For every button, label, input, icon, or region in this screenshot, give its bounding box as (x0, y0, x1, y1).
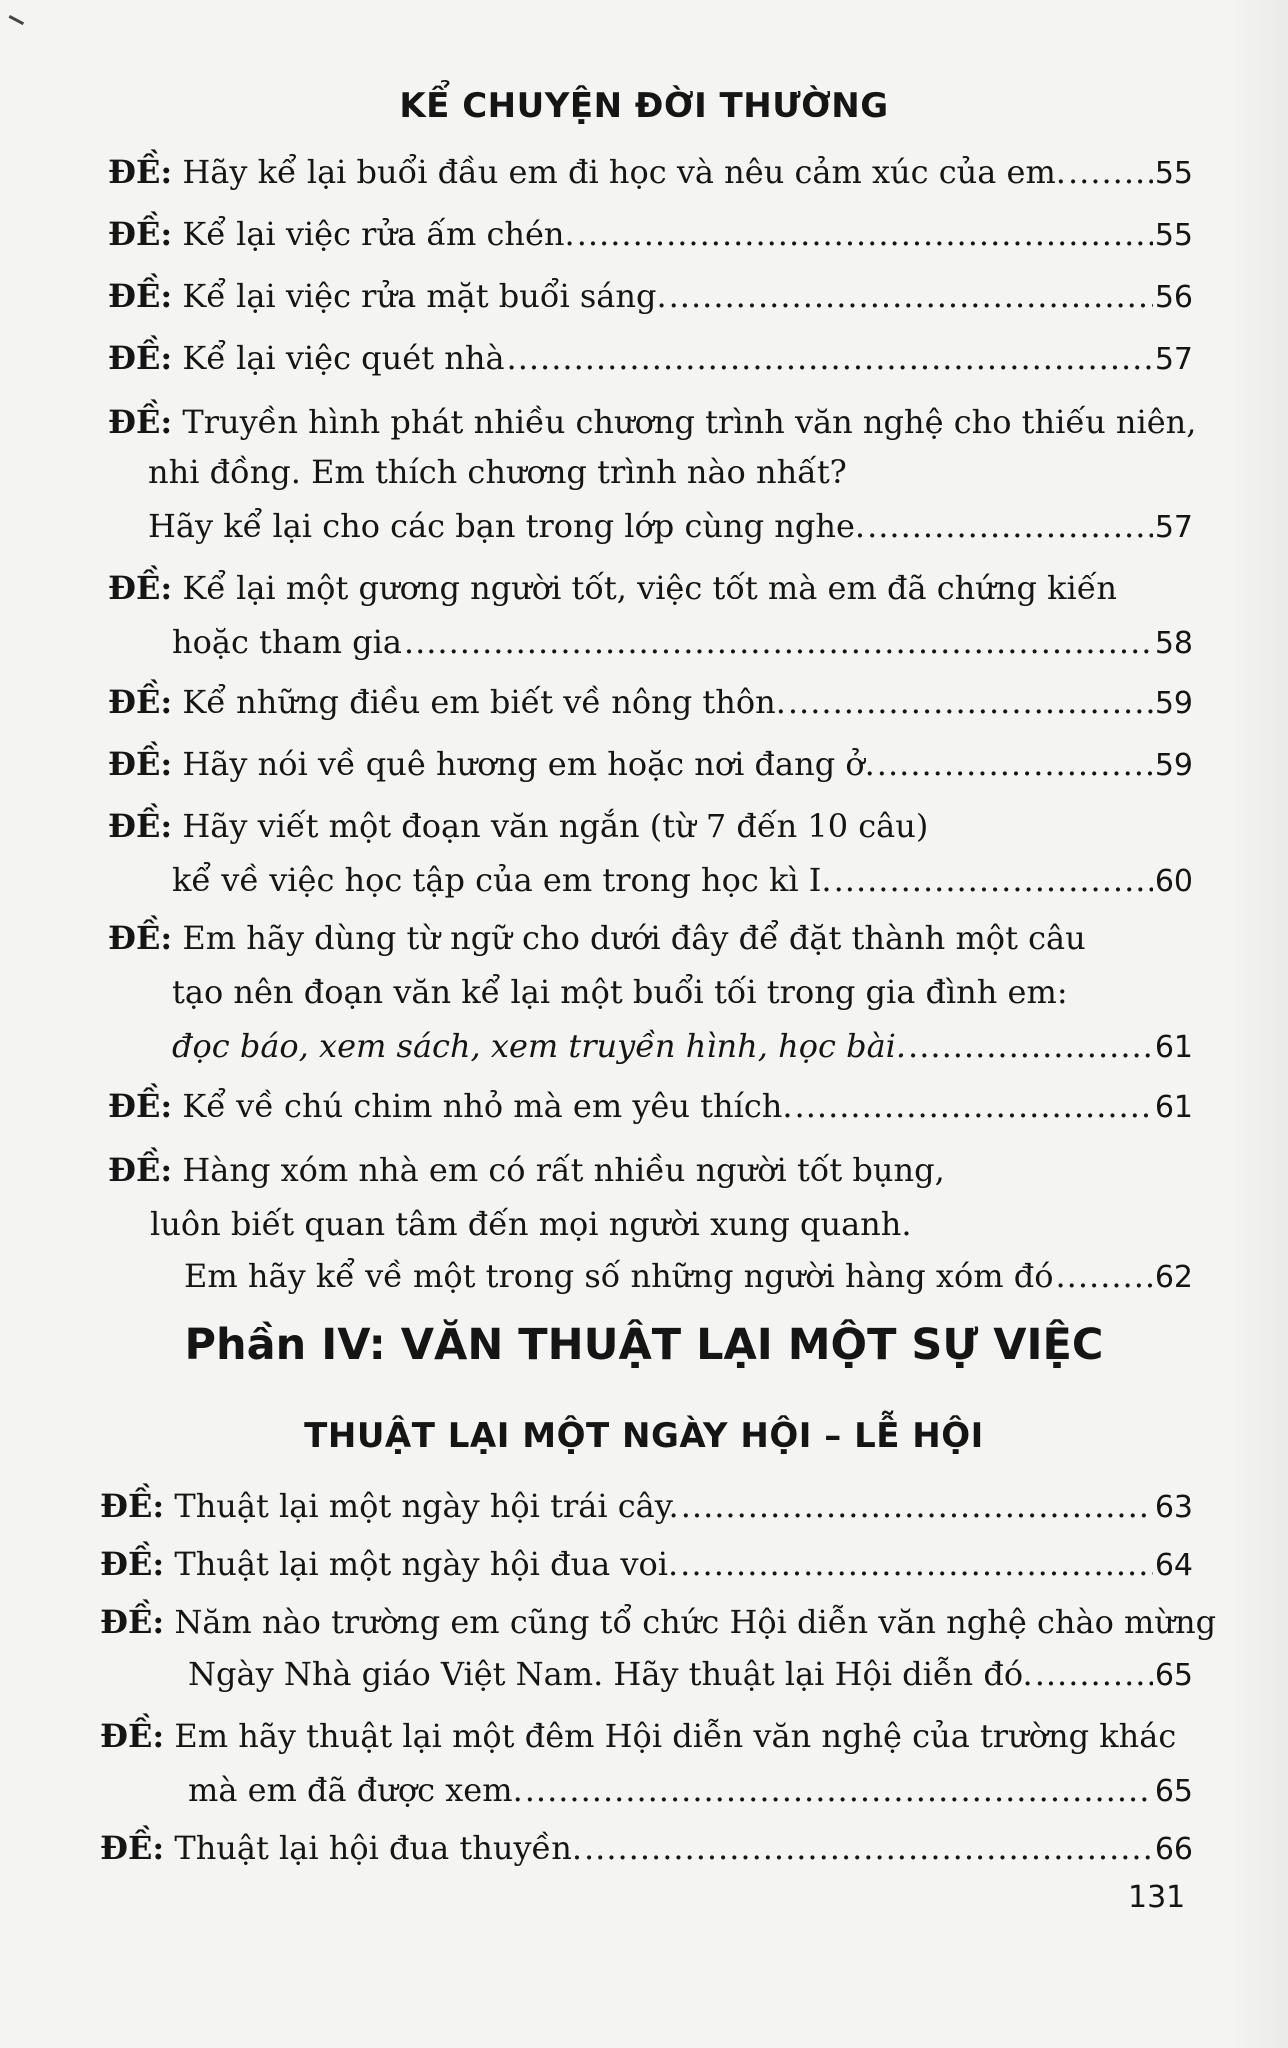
toc-entry-line (108, 744, 1193, 784)
toc-entry-line (100, 1828, 1193, 1868)
dot-leader (908, 1026, 1153, 1066)
de-label: ĐỀ: (108, 569, 173, 607)
corner-mark (4, 15, 24, 34)
toc-entry-page: 59 (1154, 748, 1193, 783)
toc-entry-line (172, 622, 1193, 662)
toc-entry-page: 58 (1154, 626, 1193, 661)
dot-leader (669, 276, 1153, 316)
toc-entry-text: Hãy nói về quê hương em hoặc nơi đang ở. (182, 745, 875, 783)
dot-leader (1035, 1654, 1153, 1694)
de-label: ĐỀ: (108, 153, 173, 191)
toc-entry-line (108, 402, 1196, 442)
dot-leader (788, 682, 1153, 722)
toc-entry-page: 55 (1154, 218, 1193, 253)
section-heading-festival: THUẬT LẠI MỘT NGÀY HỘI – LỄ HỘI (304, 1416, 984, 1456)
de-label: ĐỀ: (108, 1087, 173, 1125)
toc-entry-line (100, 1486, 1193, 1526)
part-heading: Phần IV: VĂN THUẬT LẠI MỘT SỰ VIỆC (184, 1320, 1104, 1370)
toc-entry-page: 61 (1154, 1030, 1193, 1065)
toc-entry-page: 64 (1154, 1548, 1193, 1583)
toc-entry-line (148, 452, 847, 492)
dot-leader (795, 1086, 1153, 1126)
toc-entry-page: 57 (1154, 342, 1193, 377)
toc-entry-line (188, 1770, 1193, 1810)
dot-leader (404, 622, 1153, 662)
toc-entry-line (150, 1204, 912, 1244)
toc-entry-text: Kể lại việc rửa mặt buổi sáng. (182, 277, 667, 315)
de-label: ĐỀ: (100, 1487, 165, 1525)
toc-entry-line (188, 1654, 1193, 1694)
dot-leader (1056, 1256, 1153, 1296)
toc-entry-text: Em hãy kể về một trong số những người hàng xóm đó (184, 1257, 1054, 1295)
toc-entry-text: Hàng xóm nhà em có rất nhiều người tốt bụng, (182, 1151, 945, 1189)
de-label: ĐỀ: (100, 1545, 165, 1583)
dot-leader (1068, 152, 1153, 192)
dot-leader (680, 1544, 1153, 1584)
dot-leader (867, 506, 1153, 546)
de-label: ĐỀ: (108, 277, 173, 315)
de-label: ĐỀ: (108, 683, 173, 721)
toc-entry-page: 60 (1154, 864, 1193, 899)
de-label: ĐỀ: (108, 745, 173, 783)
toc-entry-line (148, 506, 1193, 546)
toc-entry-text: Em hãy dùng từ ngữ cho dưới đây để đặt thành một câu (182, 919, 1086, 957)
toc-entry-text: luôn biết quan tâm đến mọi người xung quanh. (150, 1205, 912, 1243)
dot-leader (834, 860, 1153, 900)
toc-entry-line (108, 152, 1193, 192)
toc-entry-line (100, 1602, 1216, 1642)
toc-entry-line (108, 918, 1086, 958)
toc-entry-line (108, 1150, 945, 1190)
toc-entry-line (108, 338, 1193, 378)
dot-leader (681, 1486, 1153, 1526)
toc-entry-line (108, 682, 1193, 722)
toc-entry-line (108, 276, 1193, 316)
toc-entry-page: 56 (1154, 280, 1193, 315)
de-label: ĐỀ: (108, 919, 173, 957)
toc-entry-text: nhi đồng. Em thích chương trình nào nhất? (148, 453, 847, 491)
dot-leader (507, 338, 1153, 378)
toc-entry-page: 61 (1154, 1090, 1193, 1125)
toc-entry-line (172, 972, 1068, 1012)
toc-entry-text: Ngày Nhà giáo Việt Nam. Hãy thuật lại Hội diễn đó. (188, 1655, 1033, 1693)
toc-entry-text: Kể về chú chim nhỏ mà em yêu thích. (182, 1087, 793, 1125)
toc-entry-text: Thuật lại hội đua thuyền. (174, 1829, 582, 1867)
toc-entry-page: 62 (1154, 1260, 1193, 1295)
de-label: ĐỀ: (100, 1717, 165, 1755)
toc-entry-text: kể về việc học tập của em trong học kì I. (172, 861, 832, 899)
de-label: ĐỀ: (108, 215, 173, 253)
toc-entry-text: Kể lại một gương người tốt, việc tốt mà em đã chứng kiến (182, 569, 1118, 607)
toc-entry-line (172, 1026, 1193, 1066)
toc-entry-text: Kể lại việc quét nhà (182, 339, 505, 377)
de-label: ĐỀ: (108, 807, 173, 845)
page-edge-shadow (1228, 0, 1288, 2048)
toc-entry-line (108, 568, 1117, 608)
toc-entry-page: 63 (1154, 1490, 1193, 1525)
toc-entry-line (100, 1716, 1176, 1756)
toc-entry-page: 55 (1154, 156, 1193, 191)
dot-leader (584, 1828, 1153, 1868)
dot-leader (577, 214, 1153, 254)
toc-entry-text: Hãy kể lại buổi đầu em đi học và nêu cảm xúc của em. (182, 153, 1066, 191)
toc-entry-text: Truyền hình phát nhiều chương trình văn nghệ cho thiếu niên, (182, 403, 1197, 441)
dot-leader (877, 744, 1153, 784)
toc-entry-text: đọc báo, xem sách, xem truyền hình, học bài. (172, 1027, 907, 1065)
toc-entry-page: 66 (1154, 1832, 1193, 1867)
toc-entry-line (108, 806, 928, 846)
toc-entry-text: Thuật lại một ngày hội trái cây. (174, 1487, 679, 1525)
page-number: 131 (1128, 1880, 1186, 1915)
toc-entry-page: 65 (1154, 1774, 1193, 1809)
toc-entry-page: 65 (1154, 1658, 1193, 1693)
toc-entry-text: Kể những điều em biết về nông thôn. (182, 683, 786, 721)
toc-entry-text: Em hãy thuật lại một đêm Hội diễn văn nghệ của trường khác (174, 1717, 1177, 1755)
section-heading-story: KỂ CHUYỆN ĐỜI THƯỜNG (399, 86, 889, 126)
toc-entry-text: Kể lại việc rửa ấm chén. (182, 215, 575, 253)
de-label: ĐỀ: (108, 1151, 173, 1189)
toc-entry-text: Thuật lại một ngày hội đua voi. (174, 1545, 679, 1583)
dot-leader (525, 1770, 1153, 1810)
toc-entry-text: mà em đã được xem. (188, 1771, 523, 1809)
toc-entry-line (108, 1086, 1193, 1126)
toc-entry-line (172, 860, 1193, 900)
de-label: ĐỀ: (100, 1603, 165, 1641)
de-label: ĐỀ: (108, 339, 173, 377)
toc-entry-text: hoặc tham gia (172, 623, 402, 661)
toc-entry-text: Hãy kể lại cho các bạn trong lớp cùng nghe. (148, 507, 866, 545)
de-label: ĐỀ: (100, 1829, 165, 1867)
toc-entry-page: 59 (1154, 686, 1193, 721)
toc-entry-line (100, 1544, 1193, 1584)
toc-entry-line (108, 214, 1193, 254)
toc-entry-text: tạo nên đoạn văn kể lại một buổi tối trong gia đình em: (172, 973, 1068, 1011)
toc-entry-page: 57 (1154, 510, 1193, 545)
toc-entry-line (184, 1256, 1193, 1296)
toc-entry-text: Năm nào trường em cũng tổ chức Hội diễn văn nghệ chào mừng (174, 1603, 1217, 1641)
toc-entry-text: Hãy viết một đoạn văn ngắn (từ 7 đến 10 câu) (182, 807, 929, 845)
de-label: ĐỀ: (108, 403, 173, 441)
